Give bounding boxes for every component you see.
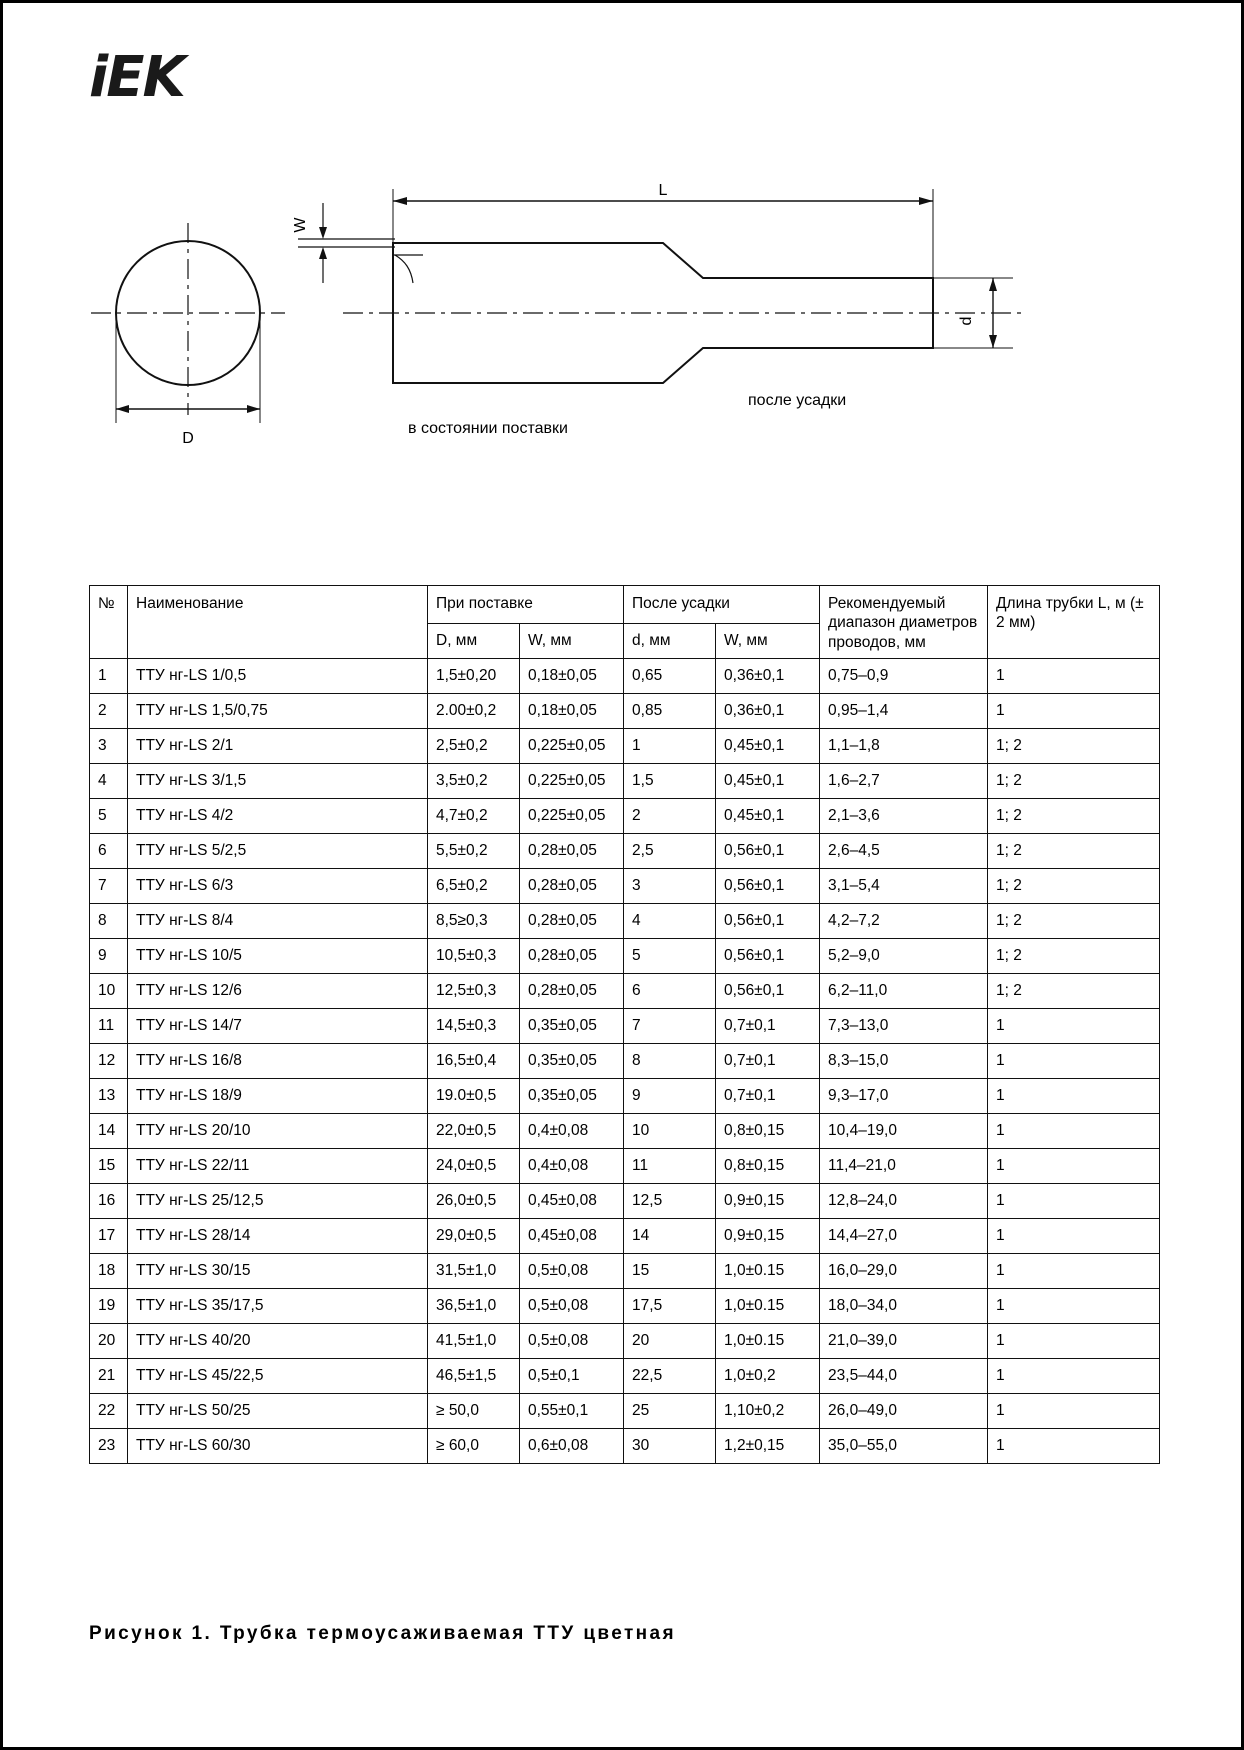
row-num: 22: [90, 1394, 128, 1429]
row-d: 5: [624, 939, 716, 974]
row-D: 36,5±1,0: [428, 1289, 520, 1324]
row-length: 1: [988, 1009, 1160, 1044]
row-length: 1; 2: [988, 939, 1160, 974]
row-name: ТТУ нг-LS 50/25: [128, 1394, 428, 1429]
row-D: 24,0±0,5: [428, 1149, 520, 1184]
row-D: 5,5±0,2: [428, 834, 520, 869]
row-range: 10,4–19,0: [820, 1114, 988, 1149]
table-row: [90, 1359, 1160, 1394]
row-W2: 0,7±0,1: [716, 1009, 820, 1044]
row-range: 7,3–13,0: [820, 1009, 988, 1044]
figure-caption: Рисунок 1. Трубка термоусаживаемая ТТУ цветная: [89, 1623, 676, 1644]
row-range: 21,0–39,0: [820, 1324, 988, 1359]
header-sub-D: D, мм: [428, 623, 520, 659]
row-W: 0,5±0,08: [520, 1289, 624, 1324]
table-row: [90, 1324, 1160, 1359]
row-W: 0,55±0,1: [520, 1394, 624, 1429]
row-num: 2: [90, 694, 128, 729]
row-W: 0,225±0,05: [520, 764, 624, 799]
row-D: 22,0±0,5: [428, 1114, 520, 1149]
row-length: 1; 2: [988, 869, 1160, 904]
row-range: 16,0–29,0: [820, 1254, 988, 1289]
row-name: ТТУ нг-LS 4/2: [128, 799, 428, 834]
row-length: 1; 2: [988, 799, 1160, 834]
row-name: ТТУ нг-LS 40/20: [128, 1324, 428, 1359]
table-row: [90, 1149, 1160, 1184]
row-D: 29,0±0,5: [428, 1219, 520, 1254]
row-W2: 0,8±0,15: [716, 1114, 820, 1149]
row-W2: 0,56±0,1: [716, 939, 820, 974]
row-W2: 0,8±0,15: [716, 1149, 820, 1184]
row-range: 0,95–1,4: [820, 694, 988, 729]
table-row: [90, 974, 1160, 1009]
table-row: [90, 659, 1160, 694]
row-d: 20: [624, 1324, 716, 1359]
row-num: 11: [90, 1009, 128, 1044]
header-sub-W2: W, мм: [716, 623, 820, 659]
row-range: 35,0–55,0: [820, 1429, 988, 1464]
row-D: 1,5±0,20: [428, 659, 520, 694]
row-W: 0,4±0,08: [520, 1149, 624, 1184]
table-row: [90, 729, 1160, 764]
row-D: 31,5±1,0: [428, 1254, 520, 1289]
row-num: 13: [90, 1079, 128, 1114]
row-length: 1: [988, 1184, 1160, 1219]
row-length: 1: [988, 1219, 1160, 1254]
row-D: 19.0±0,5: [428, 1079, 520, 1114]
row-D: 41,5±1,0: [428, 1324, 520, 1359]
specification-table-wrapper: [89, 585, 1159, 1464]
row-W2: 1,10±0,2: [716, 1394, 820, 1429]
row-length: 1: [988, 1359, 1160, 1394]
table-row: [90, 869, 1160, 904]
header-supplied: При поставке: [428, 586, 624, 624]
row-num: 6: [90, 834, 128, 869]
row-num: 17: [90, 1219, 128, 1254]
row-W2: 0,56±0,1: [716, 834, 820, 869]
row-d: 10: [624, 1114, 716, 1149]
row-num: 10: [90, 974, 128, 1009]
row-length: 1: [988, 1324, 1160, 1359]
row-num: 7: [90, 869, 128, 904]
row-length: 1: [988, 659, 1160, 694]
row-range: 5,2–9,0: [820, 939, 988, 974]
row-d: 17,5: [624, 1289, 716, 1324]
figure-label-d: d: [958, 316, 975, 326]
row-d: 1: [624, 729, 716, 764]
row-name: ТТУ нг-LS 60/30: [128, 1429, 428, 1464]
row-range: 14,4–27,0: [820, 1219, 988, 1254]
row-W2: 0,56±0,1: [716, 904, 820, 939]
figure-label-L: L: [658, 182, 668, 199]
row-name: ТТУ нг-LS 25/12,5: [128, 1184, 428, 1219]
row-length: 1: [988, 1254, 1160, 1289]
table-row: [90, 1254, 1160, 1289]
row-d: 22,5: [624, 1359, 716, 1394]
figure-label-after-shrink: после усадки: [748, 392, 847, 409]
row-length: 1: [988, 1044, 1160, 1079]
row-range: 2,1–3,6: [820, 799, 988, 834]
row-D: 6,5±0,2: [428, 869, 520, 904]
row-range: 1,6–2,7: [820, 764, 988, 799]
row-name: ТТУ нг-LS 35/17,5: [128, 1289, 428, 1324]
figure-label-W: W: [292, 217, 309, 233]
row-num: 12: [90, 1044, 128, 1079]
row-name: ТТУ нг-LS 20/10: [128, 1114, 428, 1149]
table-row: [90, 764, 1160, 799]
row-W2: 0,9±0,15: [716, 1184, 820, 1219]
table-row: [90, 1289, 1160, 1324]
table-row: [90, 834, 1160, 869]
row-name: ТТУ нг-LS 28/14: [128, 1219, 428, 1254]
row-name: ТТУ нг-LS 6/3: [128, 869, 428, 904]
row-W2: 0,7±0,1: [716, 1044, 820, 1079]
row-name: ТТУ нг-LS 10/5: [128, 939, 428, 974]
row-W2: 1,0±0.15: [716, 1289, 820, 1324]
row-W2: 1,0±0.15: [716, 1254, 820, 1289]
table-row: [90, 799, 1160, 834]
row-length: 1: [988, 1114, 1160, 1149]
row-W: 0,6±0,08: [520, 1429, 624, 1464]
specification-table: [89, 585, 1160, 1464]
row-D: 10,5±0,3: [428, 939, 520, 974]
row-range: 0,75–0,9: [820, 659, 988, 694]
row-W: 0,45±0,08: [520, 1219, 624, 1254]
row-D: 14,5±0,3: [428, 1009, 520, 1044]
row-W: 0,35±0,05: [520, 1009, 624, 1044]
row-d: 9: [624, 1079, 716, 1114]
row-D: 26,0±0,5: [428, 1184, 520, 1219]
row-range: 12,8–24,0: [820, 1184, 988, 1219]
row-W: 0,5±0,08: [520, 1324, 624, 1359]
row-range: 3,1–5,4: [820, 869, 988, 904]
row-W2: 1,0±0.15: [716, 1324, 820, 1359]
table-row: [90, 1044, 1160, 1079]
row-name: ТТУ нг-LS 18/9: [128, 1079, 428, 1114]
row-name: ТТУ нг-LS 1/0,5: [128, 659, 428, 694]
row-range: 8,3–15,0: [820, 1044, 988, 1079]
row-W2: 0,9±0,15: [716, 1219, 820, 1254]
row-range: 23,5–44,0: [820, 1359, 988, 1394]
row-length: 1: [988, 1289, 1160, 1324]
row-W: 0,28±0,05: [520, 974, 624, 1009]
row-D: 16,5±0,4: [428, 1044, 520, 1079]
row-W: 0,18±0,05: [520, 659, 624, 694]
row-d: 1,5: [624, 764, 716, 799]
row-W2: 0,36±0,1: [716, 659, 820, 694]
header-sub-W: W, мм: [520, 623, 624, 659]
row-name: ТТУ нг-LS 30/15: [128, 1254, 428, 1289]
row-num: 15: [90, 1149, 128, 1184]
row-D: 46,5±1,5: [428, 1359, 520, 1394]
row-name: ТТУ нг-LS 45/22,5: [128, 1359, 428, 1394]
row-num: 18: [90, 1254, 128, 1289]
row-num: 23: [90, 1429, 128, 1464]
row-W: 0,5±0,1: [520, 1359, 624, 1394]
row-d: 2: [624, 799, 716, 834]
row-W: 0,4±0,08: [520, 1114, 624, 1149]
header-tube-length: Длина трубки L, м (± 2 мм): [988, 586, 1160, 659]
table-head: [90, 586, 1160, 659]
table-row: [90, 1009, 1160, 1044]
table-row: [90, 1114, 1160, 1149]
table-header-row-1: [90, 586, 1160, 624]
row-num: 5: [90, 799, 128, 834]
row-num: 16: [90, 1184, 128, 1219]
row-d: 0,85: [624, 694, 716, 729]
row-length: 1; 2: [988, 974, 1160, 1009]
row-d: 15: [624, 1254, 716, 1289]
row-W: 0,5±0,08: [520, 1254, 624, 1289]
row-name: ТТУ нг-LS 22/11: [128, 1149, 428, 1184]
row-range: 26,0–49,0: [820, 1394, 988, 1429]
row-range: 9,3–17,0: [820, 1079, 988, 1114]
table-row: [90, 1184, 1160, 1219]
header-wire-range: Рекомендуемый диапазон диаметров проводов, мм: [820, 586, 988, 659]
row-range: 2,6–4,5: [820, 834, 988, 869]
row-W: 0,28±0,05: [520, 834, 624, 869]
row-length: 1; 2: [988, 764, 1160, 799]
header-name: Наименование: [128, 586, 428, 659]
row-length: 1: [988, 1149, 1160, 1184]
row-name: ТТУ нг-LS 5/2,5: [128, 834, 428, 869]
row-W2: 0,45±0,1: [716, 799, 820, 834]
table-body: [90, 659, 1160, 1464]
row-name: ТТУ нг-LS 14/7: [128, 1009, 428, 1044]
row-d: 14: [624, 1219, 716, 1254]
table-row: [90, 904, 1160, 939]
row-d: 2,5: [624, 834, 716, 869]
row-d: 6: [624, 974, 716, 1009]
table-row: [90, 939, 1160, 974]
table-row: [90, 694, 1160, 729]
row-d: 7: [624, 1009, 716, 1044]
header-after-shrink: После усадки: [624, 586, 820, 624]
row-W: 0,225±0,05: [520, 799, 624, 834]
row-d: 25: [624, 1394, 716, 1429]
row-range: 4,2–7,2: [820, 904, 988, 939]
row-length: 1: [988, 1429, 1160, 1464]
row-D: 2.00±0,2: [428, 694, 520, 729]
row-D: 4,7±0,2: [428, 799, 520, 834]
row-W2: 0,45±0,1: [716, 729, 820, 764]
row-W: 0,45±0,08: [520, 1184, 624, 1219]
row-length: 1; 2: [988, 904, 1160, 939]
row-W: 0,35±0,05: [520, 1079, 624, 1114]
row-W2: 0,56±0,1: [716, 974, 820, 1009]
iek-logo: iEK: [89, 45, 184, 110]
row-W2: 1,0±0,2: [716, 1359, 820, 1394]
row-name: ТТУ нг-LS 2/1: [128, 729, 428, 764]
row-length: 1: [988, 694, 1160, 729]
row-d: 4: [624, 904, 716, 939]
table-row: [90, 1429, 1160, 1464]
row-W: 0,35±0,05: [520, 1044, 624, 1079]
figure-label-D: D: [182, 430, 194, 447]
row-D: ≥ 50,0: [428, 1394, 520, 1429]
header-num: №: [90, 586, 128, 659]
row-D: ≥ 60,0: [428, 1429, 520, 1464]
row-num: 19: [90, 1289, 128, 1324]
row-num: 8: [90, 904, 128, 939]
row-num: 14: [90, 1114, 128, 1149]
row-name: ТТУ нг-LS 3/1,5: [128, 764, 428, 799]
row-name: ТТУ нг-LS 16/8: [128, 1044, 428, 1079]
row-d: 12,5: [624, 1184, 716, 1219]
row-length: 1; 2: [988, 834, 1160, 869]
row-W2: 0,36±0,1: [716, 694, 820, 729]
row-W: 0,28±0,05: [520, 869, 624, 904]
table-row: [90, 1079, 1160, 1114]
row-W2: 1,2±0,15: [716, 1429, 820, 1464]
row-length: 1: [988, 1079, 1160, 1114]
table-row: [90, 1219, 1160, 1254]
row-name: ТТУ нг-LS 8/4: [128, 904, 428, 939]
row-length: 1: [988, 1394, 1160, 1429]
row-D: 12,5±0,3: [428, 974, 520, 1009]
row-name: ТТУ нг-LS 12/6: [128, 974, 428, 1009]
row-D: 3,5±0,2: [428, 764, 520, 799]
row-range: 18,0–34,0: [820, 1289, 988, 1324]
row-W2: 0,45±0,1: [716, 764, 820, 799]
row-num: 9: [90, 939, 128, 974]
row-W2: 0,56±0,1: [716, 869, 820, 904]
product-diagram: [3, 143, 1244, 503]
row-W: 0,28±0,05: [520, 904, 624, 939]
row-num: 1: [90, 659, 128, 694]
row-W2: 0,7±0,1: [716, 1079, 820, 1114]
row-name: ТТУ нг-LS 1,5/0,75: [128, 694, 428, 729]
row-length: 1; 2: [988, 729, 1160, 764]
row-num: 20: [90, 1324, 128, 1359]
row-D: 2,5±0,2: [428, 729, 520, 764]
row-num: 21: [90, 1359, 128, 1394]
row-range: 1,1–1,8: [820, 729, 988, 764]
row-num: 3: [90, 729, 128, 764]
row-d: 0,65: [624, 659, 716, 694]
row-range: 6,2–11,0: [820, 974, 988, 1009]
row-num: 4: [90, 764, 128, 799]
row-d: 11: [624, 1149, 716, 1184]
row-range: 11,4–21,0: [820, 1149, 988, 1184]
row-d: 8: [624, 1044, 716, 1079]
row-D: 8,5≥0,3: [428, 904, 520, 939]
row-d: 30: [624, 1429, 716, 1464]
row-d: 3: [624, 869, 716, 904]
row-W: 0,18±0,05: [520, 694, 624, 729]
table-row: [90, 1394, 1160, 1429]
figure-label-as-supplied: в состоянии поставки: [408, 420, 568, 437]
row-W: 0,28±0,05: [520, 939, 624, 974]
header-sub-d: d, мм: [624, 623, 716, 659]
row-W: 0,225±0,05: [520, 729, 624, 764]
